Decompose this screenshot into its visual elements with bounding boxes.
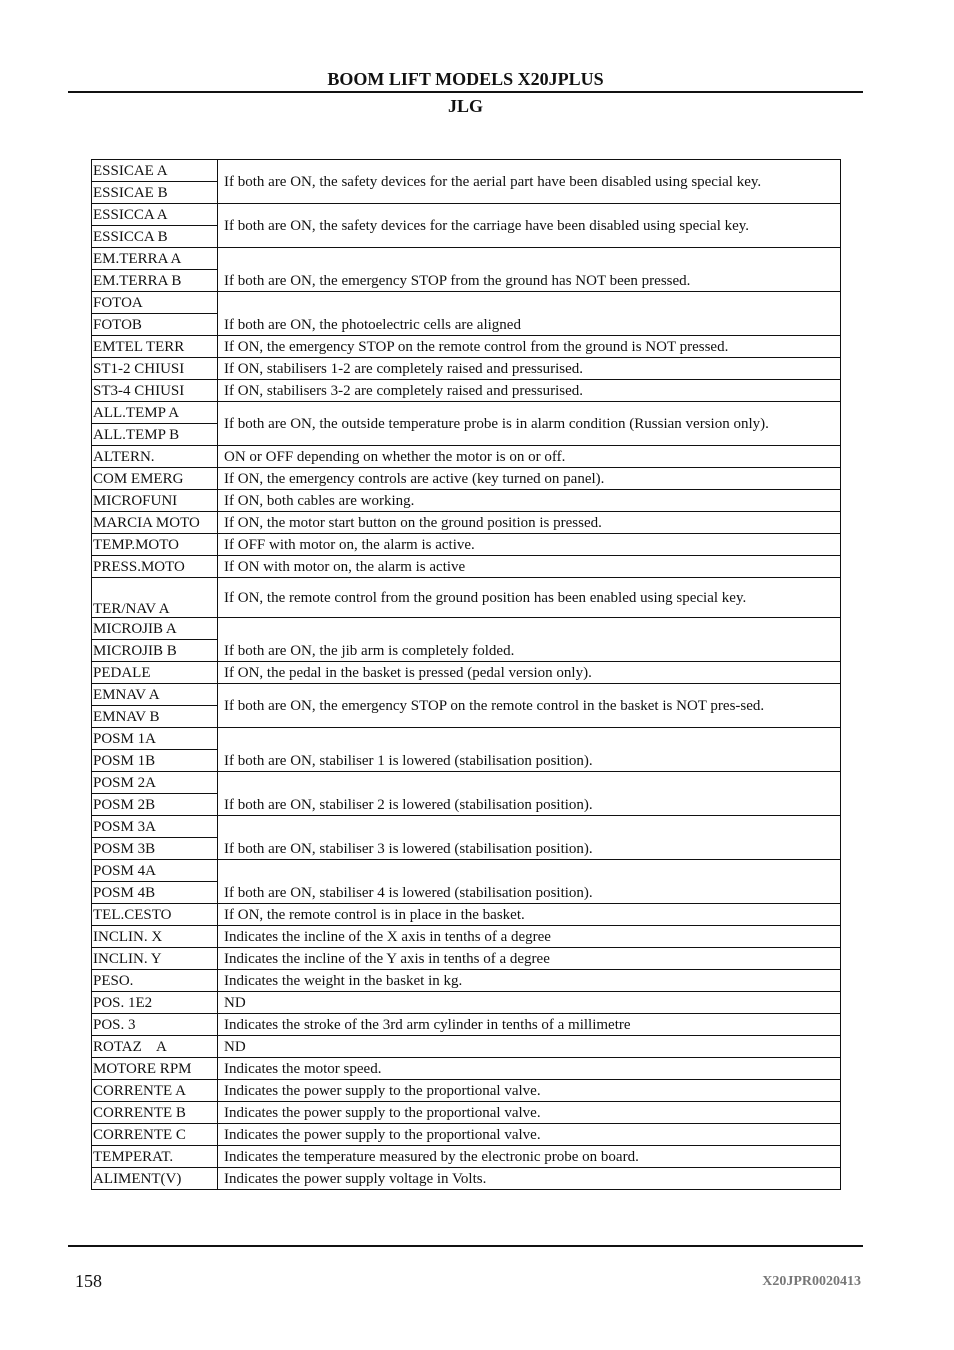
signal-name-cell: POS. 1E2 xyxy=(92,992,218,1014)
header-divider xyxy=(68,91,863,93)
signal-name-cell: POS. 3 xyxy=(92,1014,218,1036)
table-row xyxy=(92,992,841,1014)
page-number: 158 xyxy=(75,1271,102,1291)
table-row xyxy=(92,160,841,182)
signal-description-cell: If ON, stabilisers 1-2 are completely raised and pressurised. xyxy=(218,358,841,380)
signal-name-cell: ESSICCA B xyxy=(92,226,218,248)
signal-name-cell: CORRENTE A xyxy=(92,1080,218,1102)
signal-description-cell: If ON, the remote control from the ground position has been enabled using special key. xyxy=(218,578,841,618)
signal-description-cell: If ON, the emergency controls are active (key turned on panel). xyxy=(218,468,841,490)
table-row xyxy=(92,1124,841,1146)
signal-name-cell: MICROFUNI xyxy=(92,490,218,512)
table-row xyxy=(92,1014,841,1036)
signal-table-body xyxy=(92,160,841,1190)
signal-name-cell: FOTOB xyxy=(92,314,218,336)
signal-description-cell: If both are ON, stabiliser 2 is lowered (stabilisation position). xyxy=(218,772,841,816)
signal-name-cell: FOTOA xyxy=(92,292,218,314)
table-row xyxy=(92,772,841,794)
signal-name-cell: ESSICAE A xyxy=(92,160,218,182)
signal-name-cell: POSM 4B xyxy=(92,882,218,904)
table-row xyxy=(92,926,841,948)
signal-name-cell: ALTERN. xyxy=(92,446,218,468)
document-code: X20JPR0020413 xyxy=(762,1274,861,1289)
signal-description-cell: Indicates the power supply to the proportional valve. xyxy=(218,1102,841,1124)
table-row xyxy=(92,512,841,534)
document-title: BOOM LIFT MODELS X20JPLUS xyxy=(327,69,604,89)
table-row xyxy=(92,1036,841,1058)
signal-description-cell: Indicates the incline of the Y axis in tenths of a degree xyxy=(218,948,841,970)
signal-name-cell: POSM 3A xyxy=(92,816,218,838)
signal-name-cell: COM EMERG xyxy=(92,468,218,490)
table-row xyxy=(92,556,841,578)
table-row xyxy=(92,970,841,992)
signal-description-cell: Indicates the power supply to the proportional valve. xyxy=(218,1080,841,1102)
signal-description-cell: If ON, both cables are working. xyxy=(218,490,841,512)
table-row xyxy=(92,1146,841,1168)
table-row xyxy=(92,358,841,380)
signal-description-cell: Indicates the power supply voltage in Volts. xyxy=(218,1168,841,1190)
table-row xyxy=(92,380,841,402)
signal-table xyxy=(91,159,841,1190)
signal-description-cell: If ON, the emergency STOP on the remote control from the ground is NOT pressed. xyxy=(218,336,841,358)
signal-description-cell: Indicates the weight in the basket in kg. xyxy=(218,970,841,992)
table-row xyxy=(92,816,841,838)
signal-name-cell: POSM 4A xyxy=(92,860,218,882)
signal-description-cell: If both are ON, stabiliser 3 is lowered (stabilisation position). xyxy=(218,816,841,860)
table-row xyxy=(92,490,841,512)
signal-description-cell: ND xyxy=(218,1036,841,1058)
signal-description-cell: If both are ON, the safety devices for the carriage have been disabled using special key. xyxy=(218,204,841,248)
signal-name-cell: ROTAZ A xyxy=(92,1036,218,1058)
signal-description-cell: If ON, the motor start button on the ground position is pressed. xyxy=(218,512,841,534)
table-row xyxy=(92,468,841,490)
signal-name-cell: PESO. xyxy=(92,970,218,992)
signal-description-cell: Indicates the motor speed. xyxy=(218,1058,841,1080)
signal-name-cell: ALL.TEMP A xyxy=(92,402,218,424)
signal-name-cell: ESSICCA A xyxy=(92,204,218,226)
signal-name-cell: MOTORE RPM xyxy=(92,1058,218,1080)
signal-name-cell: PRESS.MOTO xyxy=(92,556,218,578)
signal-name-cell: INCLIN. Y xyxy=(92,948,218,970)
signal-name-cell: TEMP.MOTO xyxy=(92,534,218,556)
signal-name-cell: PEDALE xyxy=(92,662,218,684)
signal-description-cell: If both are ON, the emergency STOP on the remote control in the basket is NOT pres-sed. xyxy=(218,684,841,728)
signal-description-cell: If both are ON, stabiliser 4 is lowered (stabilisation position). xyxy=(218,860,841,904)
signal-description-cell: If both are ON, the photoelectric cells are aligned xyxy=(218,292,841,336)
table-row xyxy=(92,684,841,706)
signal-name-cell: POSM 1A xyxy=(92,728,218,750)
signal-name-cell: TER/NAV A xyxy=(92,578,218,618)
signal-name-cell: POSM 1B xyxy=(92,750,218,772)
signal-description-cell: If ON, the remote control is in place in the basket. xyxy=(218,904,841,926)
signal-name-cell: EMNAV B xyxy=(92,706,218,728)
signal-name-cell: ALIMENT(V) xyxy=(92,1168,218,1190)
table-row xyxy=(92,662,841,684)
signal-name-cell: INCLIN. X xyxy=(92,926,218,948)
table-row xyxy=(92,402,841,424)
table-row xyxy=(92,1102,841,1124)
signal-name-cell: POSM 2A xyxy=(92,772,218,794)
signal-description-cell: ON or OFF depending on whether the motor is on or off. xyxy=(218,446,841,468)
signal-description-cell: If OFF with motor on, the alarm is active. xyxy=(218,534,841,556)
signal-name-cell: TEL.CESTO xyxy=(92,904,218,926)
signal-description-cell: If both are ON, the emergency STOP from the ground has NOT been pressed. xyxy=(218,248,841,292)
signal-description-cell: Indicates the power supply to the proportional valve. xyxy=(218,1124,841,1146)
signal-description-cell: ND xyxy=(218,992,841,1014)
table-row xyxy=(92,1058,841,1080)
signal-name-cell: POSM 3B xyxy=(92,838,218,860)
signal-name-cell: EMNAV A xyxy=(92,684,218,706)
signal-name-cell: EM.TERRA A xyxy=(92,248,218,270)
signal-description-cell: If ON with motor on, the alarm is active xyxy=(218,556,841,578)
signal-description-cell: If both are ON, the safety devices for the aerial part have been disabled using special key. xyxy=(218,160,841,204)
signal-name-cell: ESSICAE B xyxy=(92,182,218,204)
signal-name-cell: MARCIA MOTO xyxy=(92,512,218,534)
table-row xyxy=(92,1168,841,1190)
signal-description-cell: Indicates the stroke of the 3rd arm cylinder in tenths of a millimetre xyxy=(218,1014,841,1036)
signal-name-cell: POSM 2B xyxy=(92,794,218,816)
signal-name-cell: ST3-4 CHIUSI xyxy=(92,380,218,402)
table-row xyxy=(92,446,841,468)
table-row xyxy=(92,728,841,750)
signal-name-cell: MICROJIB A xyxy=(92,618,218,640)
signal-name-cell: TEMPERAT. xyxy=(92,1146,218,1168)
table-row xyxy=(92,860,841,882)
table-row xyxy=(92,948,841,970)
table-row xyxy=(92,618,841,640)
signal-name-cell: CORRENTE B xyxy=(92,1102,218,1124)
signal-name-cell: CORRENTE C xyxy=(92,1124,218,1146)
table-row xyxy=(92,904,841,926)
signal-name-cell: MICROJIB B xyxy=(92,640,218,662)
signal-name-cell: EM.TERRA B xyxy=(92,270,218,292)
table-row xyxy=(92,204,841,226)
signal-description-cell: If both are ON, the jib arm is completely folded. xyxy=(218,618,841,662)
signal-description-cell: If both are ON, the outside temperature probe is in alarm condition (Russian version only). xyxy=(218,402,841,446)
table-row xyxy=(92,578,841,618)
signal-description-cell: If ON, stabilisers 3-2 are completely raised and pressurised. xyxy=(218,380,841,402)
signal-description-cell: If ON, the pedal in the basket is pressed (pedal version only). xyxy=(218,662,841,684)
brand-name: JLG xyxy=(447,96,483,116)
signal-name-cell: ST1-2 CHIUSI xyxy=(92,358,218,380)
table-row xyxy=(92,336,841,358)
table-row xyxy=(92,1080,841,1102)
signal-name-cell: ALL.TEMP B xyxy=(92,424,218,446)
signal-description-cell: Indicates the incline of the X axis in tenths of a degree xyxy=(218,926,841,948)
table-row xyxy=(92,292,841,314)
signal-name-cell: EMTEL TERR xyxy=(92,336,218,358)
table-row xyxy=(92,534,841,556)
signal-description-cell: If both are ON, stabiliser 1 is lowered (stabilisation position). xyxy=(218,728,841,772)
footer-divider xyxy=(68,1245,863,1247)
table-row xyxy=(92,248,841,270)
signal-description-cell: Indicates the temperature measured by the electronic probe on board. xyxy=(218,1146,841,1168)
